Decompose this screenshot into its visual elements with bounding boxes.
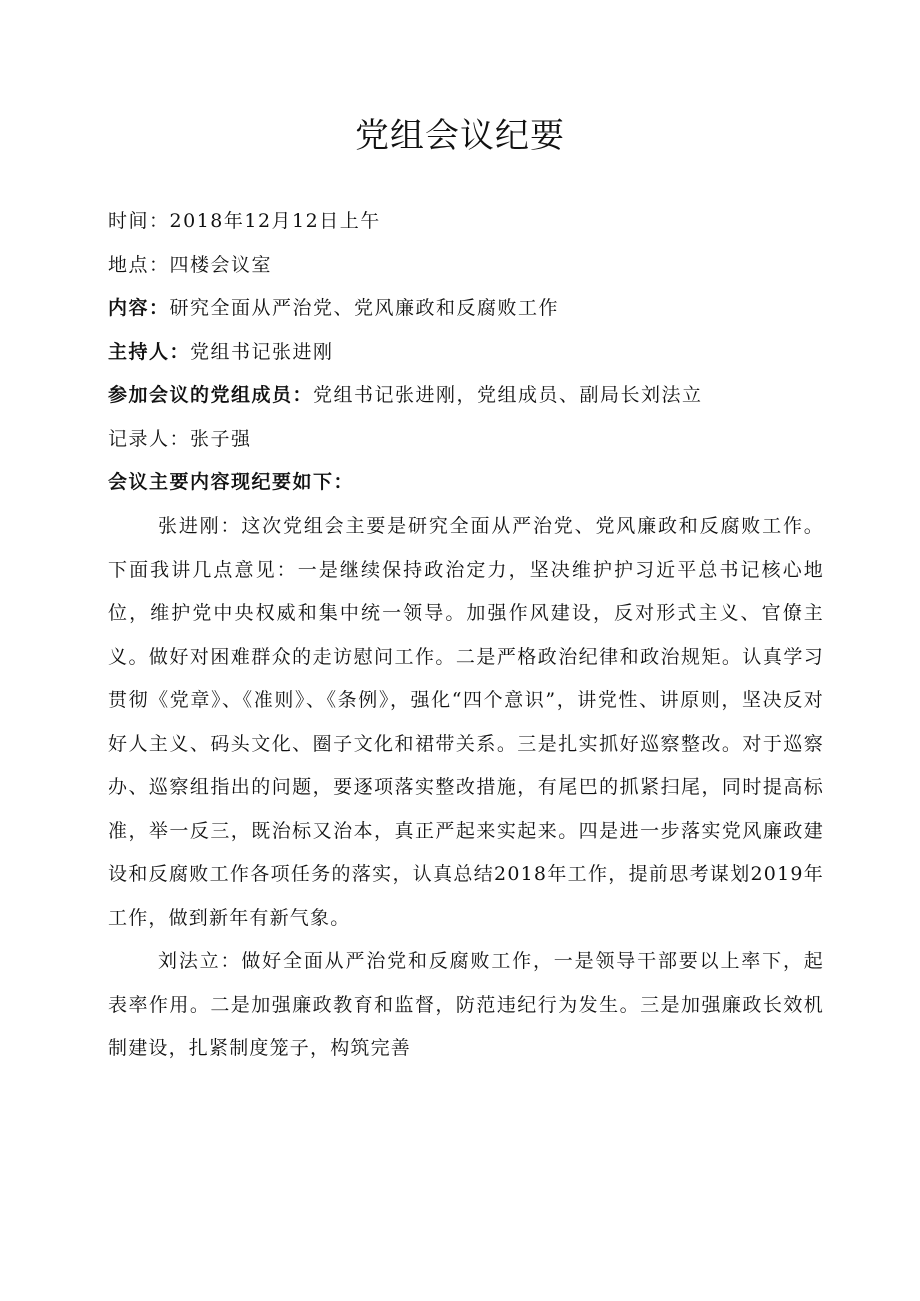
meeting-body: [108, 505, 824, 1071]
meta-time-label: 时间：: [108, 210, 170, 232]
meta-attendees-label: 参加会议的党组成员：: [108, 384, 314, 406]
meta-host-value: 党组书记张进刚: [190, 340, 334, 363]
speech-paragraph: 张进刚：这次党组会主要是研究全面从严治党、党风廉政和反腐败工作。下面我讲几点意见：一是继续保持政治定力，坚决维护护习近平总书记核心地位，维护党中央权威和集中统一领导。加强作风建设，反对形式主义、官僚主义。做好对困难群众的走访慰问工作。二是严格政治纪律和政治规矩。认真学习贯彻《党章》、《准则》、《条例》，强化“四个意识”，讲党性、讲原则，坚决反对好人主义、码头文化、圈子文化和裙带关系。三是扎实抓好巡察整改。对于巡察办、巡察组指出的问题，要逐项落实整改措施，有尾巴的抓紧扫尾，同时提高标准，举一反三，既治标又治本，真正严起来实起来。四是进一步落实党风廉政建设和反腐败工作各项任务的落实，认真总结2018年工作，提前思考谋划2019年工作，做到新年有新气象。: [108, 515, 824, 929]
meta-attendees: [108, 374, 820, 418]
summary-heading: 会议主要内容现纪要如下：: [108, 471, 355, 493]
meta-content-value: 研究全面从严治党、党风廉政和反腐败工作: [169, 297, 560, 319]
meta-time-value: 2018年12月12日上午: [169, 210, 381, 232]
meeting-meta: [108, 200, 820, 505]
meta-recorder-label: 记录人：: [108, 427, 191, 450]
meta-attendees-value: 党组书记张进刚，党组成员、副局长刘法立: [313, 384, 703, 406]
speech-paragraph: 刘法立：做好全面从严治党和反腐败工作，一是领导干部要以上率下，起表率作用。二是加强廉政教育和监督，防范违纪行为发生。三是加强廉政长效机制建设，扎紧制度笼子，构筑完善: [108, 950, 824, 1059]
meta-recorder-value: 张子强: [190, 427, 252, 450]
meta-place-value: 四楼会议室: [169, 253, 273, 276]
meta-content: [108, 287, 820, 331]
meta-time: [108, 200, 820, 244]
meta-content-label: 内容：: [108, 297, 170, 319]
meta-host-label: 主持人：: [108, 340, 191, 363]
meta-host: [108, 331, 820, 375]
meta-place: [108, 244, 820, 288]
meta-recorder: [108, 418, 820, 462]
meta-place-label: 地点：: [108, 253, 170, 276]
document-title: 党组会议纪要: [355, 116, 565, 156]
